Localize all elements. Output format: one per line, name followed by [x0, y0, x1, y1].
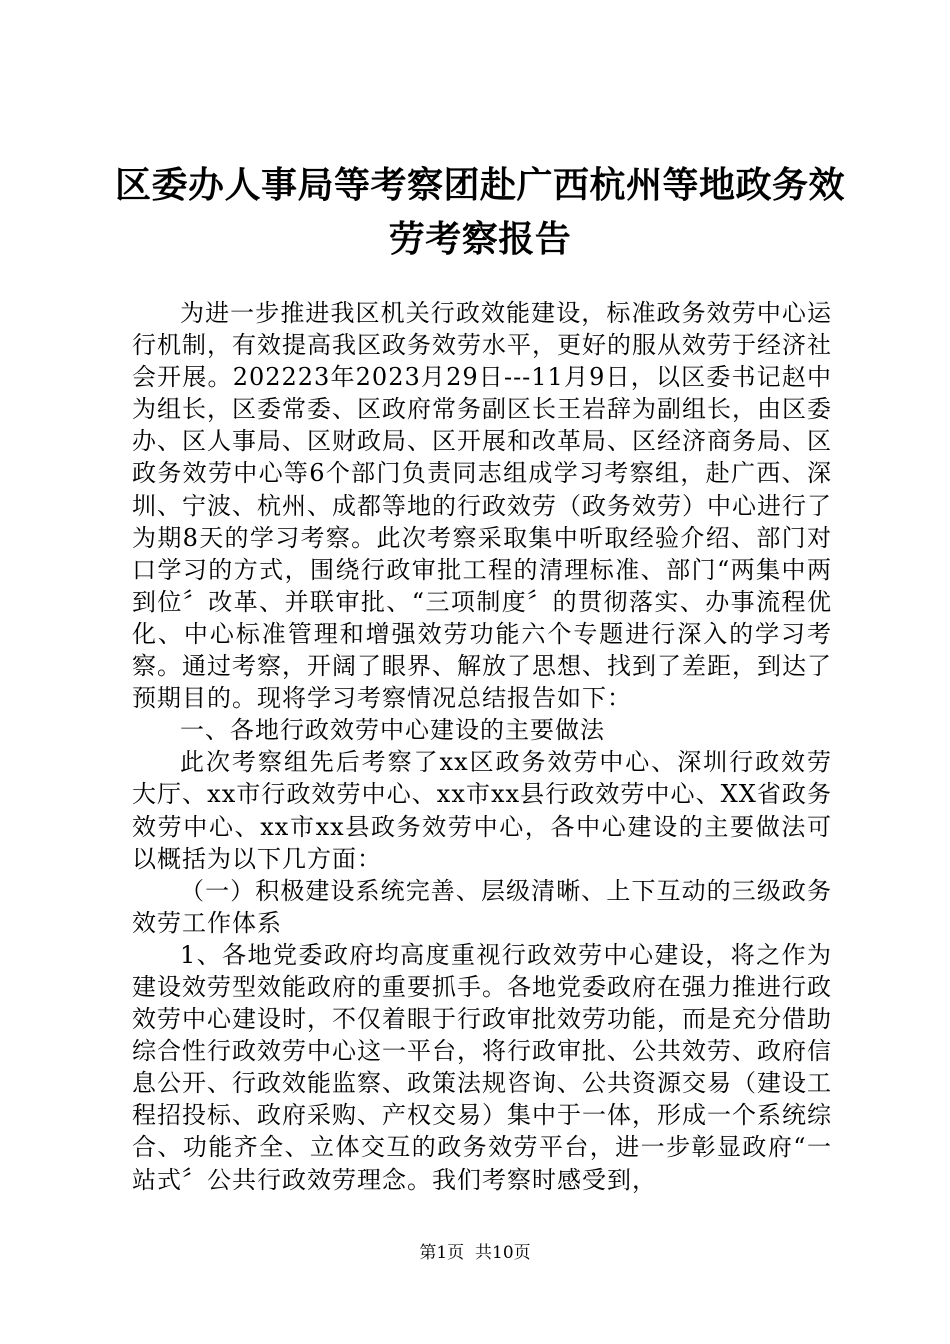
footer-spacer	[464, 1243, 475, 1263]
page-footer	[0, 1242, 950, 1264]
section-heading-1: 一、各地行政效劳中心建设的主要做法	[180, 716, 605, 745]
paragraph-point-1: 1、各地党委政府均高度重视行政效劳中心建设，将之作为建设效劳型效能政府的重要抓手。各地党委政府在强力推进行政效劳中心建设时，不仅着眼于行政审批效劳功能，而是充分借助综合性行政效劳中心这一平台，将行政审批、公共效劳、政府信息公开、行政效能监察、政策法规咨询、公共资源交易（建设工程招投标、政府采购、产权交易）集中于一体，形成一个系统综合、功能齐全、立体交互的政务效劳平台，进一步彰显政府“一站式〞公共行政效劳理念。我们考察时感受到，	[132, 940, 832, 1194]
subsection-heading-1: （一）积极建设系统完善、层级清晰、上下互动的三级政务效劳工作体系	[132, 876, 832, 937]
page-total: 共10页	[475, 1243, 531, 1263]
document-title: 区委办人事局等考察团赴广西杭州等地政务效劳考察报告	[114, 164, 845, 260]
page-number: 第1页	[419, 1243, 465, 1263]
paragraph-overview: 此次考察组先后考察了xx区政务效劳中心、深圳行政效劳大厅、xx市行政效劳中心、xx市xx县行政效劳中心、XX省政务效劳中心、xx市xx县政务效劳中心，各中心建设的主要做法可以概括为以下几方面：	[132, 748, 832, 873]
paragraph-intro: 为进一步推进我区机关行政效能建设，标准政务效劳中心运行机制，有效提高我区政务效劳水平，更好的服从效劳于经济社会开展。202223年2023月29日---11月9日，以区委书记赵中为组长，区委常委、区政府常务副区长王岩辞为副组长，由区委办、区人事局、区财政局、区开展和改革局、区经济商务局、区政务效劳中心等6个部门负责同志组成学习考察组，赴广西、深圳、宁波、杭州、成都等地的行政效劳（政务效劳）中心进行了为期8天的学习考察。此次考察采取集中听取经验介绍、部门对口学习的方式，围绕行政审批工程的清理标准、部门“两集中两到位〞改革、并联审批、“三项制度〞的贯彻落实、办事流程优化、中心标准管理和增强效劳功能六个专题进行深入的学习考察。通过考察，开阔了眼界、解放了思想、找到了差距，到达了预期目的。现将学习考察情况总结报告如下：	[132, 299, 832, 713]
document-body	[132, 297, 832, 1196]
